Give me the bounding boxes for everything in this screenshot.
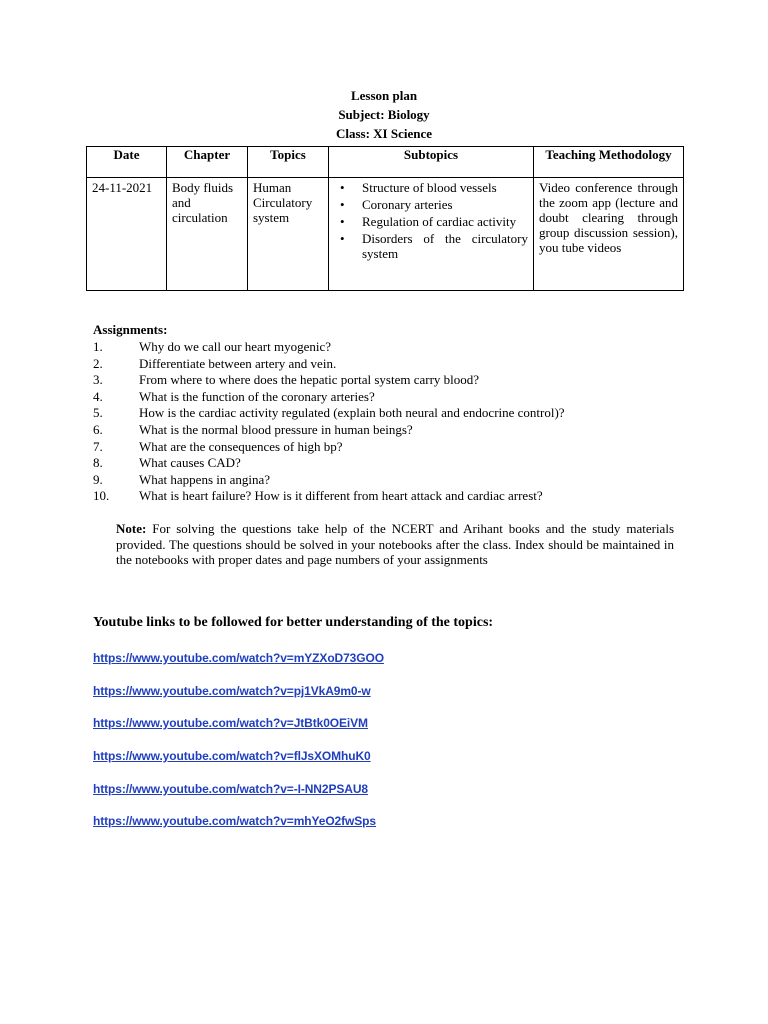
subtopics-list [334,180,528,261]
column-header-methodology: Teaching Methodology [534,147,684,178]
question-text: What causes CAD? [139,455,241,471]
column-header-topics: Topics [248,147,329,178]
list-item [93,389,693,406]
table-row [87,178,684,291]
list-item [93,372,693,389]
list-item [93,472,693,489]
lesson-plan-table [86,146,684,291]
question-text: What is heart failure? How is it different from heart attack and cardiac arrest? [139,488,543,504]
question-number: 9. [93,471,103,487]
question-text: What are the consequences of high bp? [139,438,343,454]
list-item [93,488,693,505]
class-heading: Class: XI Science [335,126,433,141]
column-header-subtopics: Subtopics [329,147,534,178]
list-item [340,214,528,229]
question-text: Why do we call our heart myogenic? [139,339,332,354]
question-text: What happens in angina? [139,471,271,487]
document-title: Lesson plan [350,88,418,103]
youtube-link[interactable]: https://www.youtube.com/watch?v=-I-NN2PSAU8 [93,782,368,796]
youtube-link[interactable]: https://www.youtube.com/watch?v=mYZXoD73GOO [93,651,384,665]
subject-heading: Subject: Biology [338,107,430,122]
list-item [93,405,693,422]
note-paragraph [116,521,674,568]
bullet-icon: • [340,197,345,212]
question-number: 4. [93,388,103,404]
youtube-link[interactable]: https://www.youtube.com/watch?v=JtBtk0OEiVM [93,716,368,730]
question-number: 3. [93,372,103,388]
bullet-icon: • [340,180,345,195]
list-item [93,439,693,456]
note-text: For solving the questions take help of the NCERT and Arihant books and the study materials provided. The questions should be solved in your notebooks after the class. Index should be maintained in the notebooks with proper dates and page numbers of your assignments [116,521,675,567]
subtopic-text: Coronary arteries [362,197,453,212]
note-label: Note: [116,521,147,536]
assignments-label: Assignments: [93,322,168,337]
youtube-link[interactable]: https://www.youtube.com/watch?v=pj1VkA9m0-w [93,684,371,698]
column-header-chapter: Chapter [167,147,248,178]
subtopic-text: Structure of blood vessels [362,180,497,195]
question-text: How is the cardiac activity regulated (explain both neural and endocrine control)? [139,405,565,421]
cell-chapter: Body fluids and circulation [167,178,248,291]
question-number: 6. [93,421,103,437]
list-item [340,180,528,195]
assignment-questions-list [93,339,693,505]
question-text: What is the function of the coronary arteries? [139,388,375,404]
cell-date: 24-11-2021 [87,178,167,291]
question-number: 5. [93,405,103,421]
list-item [340,231,528,261]
question-text: What is the normal blood pressure in human beings? [139,421,413,437]
subtopic-text: Disorders of the circulatory system [362,231,528,261]
bullet-icon: • [340,214,345,229]
table-header-row [87,147,684,178]
question-text: From where to where does the hepatic portal system carry blood? [139,372,480,388]
question-number: 7. [93,438,103,454]
question-text: Differentiate between artery and vein. [139,355,337,371]
youtube-link[interactable]: https://www.youtube.com/watch?v=flJsXOMhuK0 [93,749,371,763]
question-number: 1. [93,339,103,354]
list-item [93,455,693,472]
question-number: 10. [93,488,110,504]
cell-methodology: Video conference through the zoom app (lecture and doubt clearing through group discussion session), you tube videos [534,178,684,291]
cell-subtopics [329,178,534,291]
bullet-icon: • [340,231,345,246]
list-item [340,197,528,212]
question-number: 2. [93,355,103,371]
youtube-link[interactable]: https://www.youtube.com/watch?v=mhYeO2fwSps [93,814,376,828]
youtube-links-heading: Youtube links to be followed for better understanding of the topics: [93,615,494,630]
list-item [93,422,693,439]
column-header-date: Date [87,147,167,178]
subtopic-text: Regulation of cardiac activity [362,214,517,229]
question-number: 8. [93,455,103,471]
list-item [93,339,693,356]
cell-topics: Human Circulatory system [248,178,329,291]
list-item [93,356,693,373]
